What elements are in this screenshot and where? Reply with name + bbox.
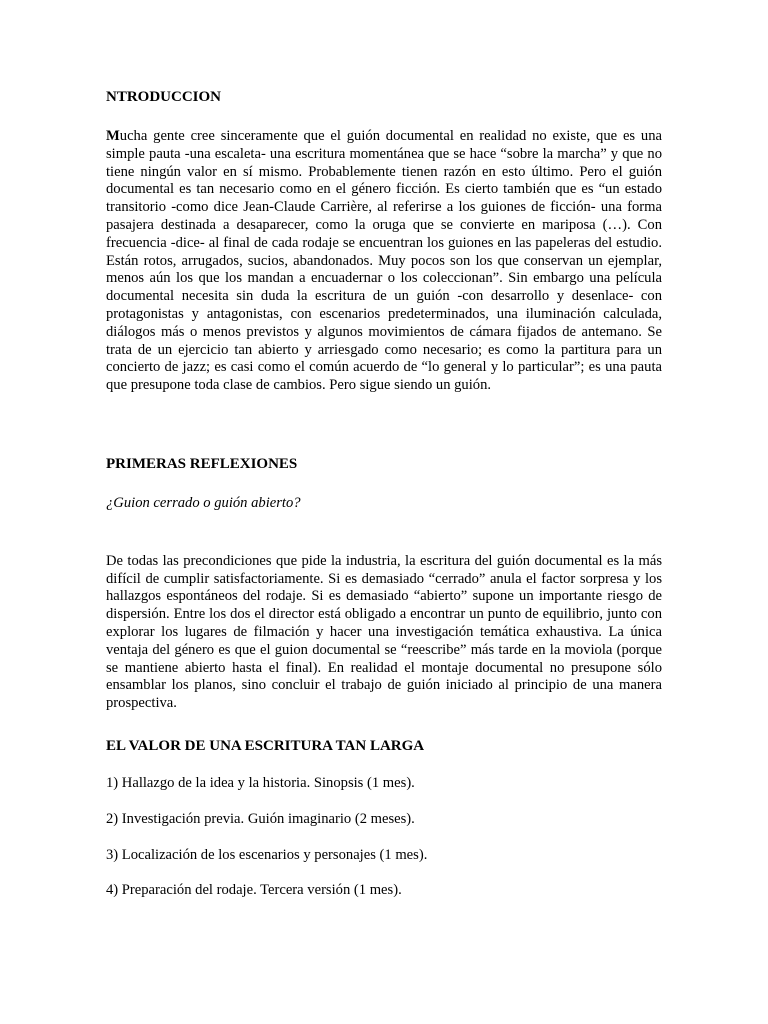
value-heading: EL VALOR DE UNA ESCRITURA TAN LARGA <box>106 737 425 754</box>
reflections-paragraph: De todas las precondiciones que pide la industria, la escritura del guión documental es la más difícil de cumplir satisfactoriamente. Si es demasiado “cerrado” anula el factor sorpresa y los hallazgos espontáneos del rodaje. Si es demasiado “abierto” supone un importante riesgo de dispersión. Entre los dos el director está obligado a encontrar un punto de equilibrio, junto con explorar los lugares de filmación y hacer una investigación temática exhaustiva. La única ventaja del género es que el guion documental se “reescribe” más tarde en la moviola (porque se mantiene abierto hasta el final). En realidad el montaje documental no presupone sólo ensamblar los planos, sino concluir el trabajo de guión iniciado al principio de una manera prospectiva. <box>106 552 662 712</box>
list-item: 2) Investigación previa. Guión imaginario (2 meses). <box>106 810 415 827</box>
list-item: 1) Hallazgo de la idea y la historia. Sinopsis (1 mes). <box>106 774 415 791</box>
list-item: 3) Localización de los escenarios y personajes (1 mes). <box>106 846 428 863</box>
intro-heading: NTRODUCCION <box>106 89 222 105</box>
intro-paragraph <box>106 128 662 395</box>
steps-list <box>106 775 662 900</box>
intro-body-text: ucha gente cree sinceramente que el guión documental en realidad no existe, que es una simple pauta -una escaleta- una escritura momentánea que se hace “sobre la marcha” y que no tiene ningún valor en sí mismo. Probablemente tienen razón en esto último. Pero el guión documental es tan necesario como en el género ficción. Es cierto también que es “un estado transitorio -como dice Jean-Claude Carrière, al referirse a los guiones de ficción- una forma pasajera destinada a desaparecer, como la oruga que se convierte en mariposa (…). Con frecuencia -dice- al final de cada rodaje se encuentran los guiones en las papeleras del estudio. Están rotos, arrugados, sucios, abandonados. Muy pocos son los que conservan un ejemplar, menos aún los que los mandan a encuadernar o los coleccionan”. Sin embargo una película documental necesita sin duda la escritura de un guión -con desarrollo y desenlace- con protagonistas y antagonistas, con escenarios predeterminados, una iluminación calculada, diálogos más o menos previstos y algunos movimientos de cámara fijados de antemano. Se trata de un ejercicio tan abierto y arriesgado como necesario; es como la partitura para un concierto de jazz; es casi como el común acuerdo de “lo general y lo particular”; es una pauta que presupone toda clase de cambios. Pero sigue siendo un guión. <box>106 128 662 394</box>
reflections-subtitle: ¿Guion cerrado o guión abierto? <box>106 494 301 511</box>
reflections-heading: PRIMERAS REFLEXIONES <box>106 455 298 472</box>
intro-first-letter: M <box>106 128 120 144</box>
list-item: 4) Preparación del rodaje. Tercera versión (1 mes). <box>106 882 402 899</box>
